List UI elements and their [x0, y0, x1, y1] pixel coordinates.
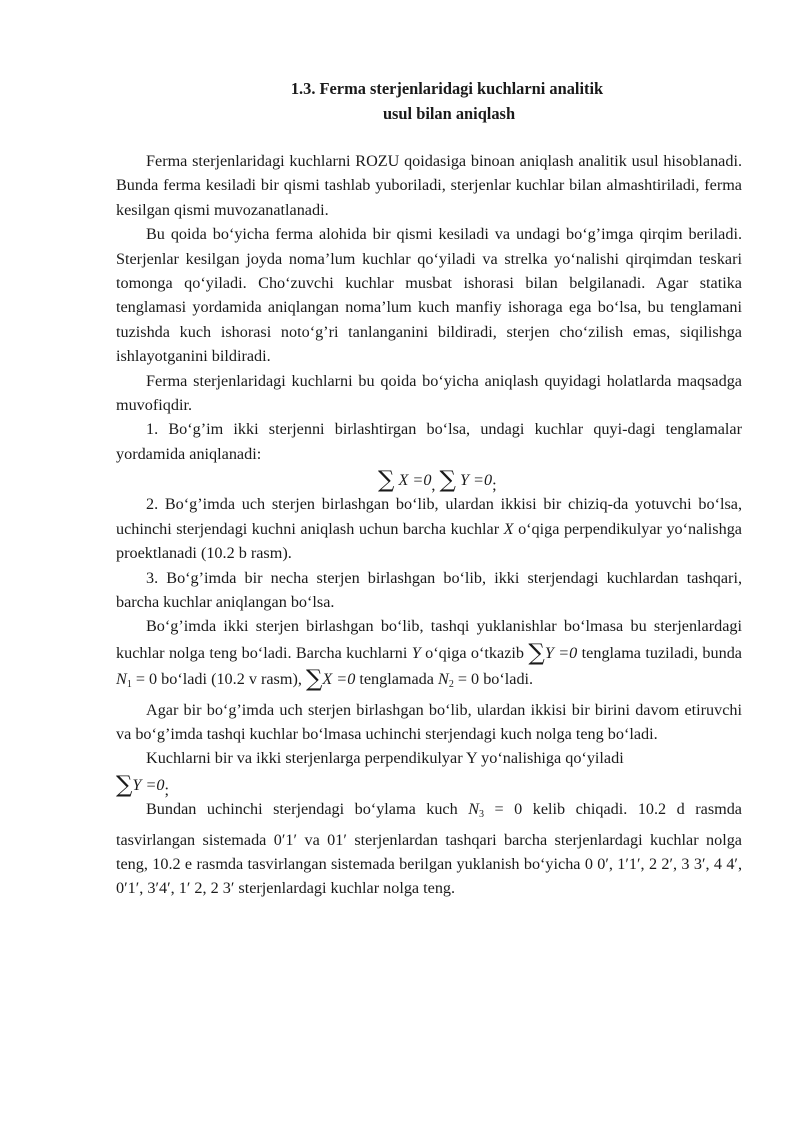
section-title [116, 76, 742, 126]
sum-y-equation: Y =0 [459, 471, 493, 490]
n3-symbol: N [468, 800, 480, 819]
sum-y-equation: Y =0 [544, 643, 578, 662]
paragraph-10-text-end: = 0 kelib chiqadi. 10.2 d rasmda tasvirlangan sistemada 0′1′ va 01′ sterjenlardan tashqari barcha sterjenlardagi kuchlar nolga teng, 10.2 e rasmda tasvirlangan sistemada berilgan yuklanish bo‘yicha 0 0′, 1′1′, 2 2′, 3 3′, 4 4′, 0′1′, 3′4′, 1′ 2, 2 3′ sterjenlardagi kuchlar nolga teng. [116, 800, 742, 898]
n2-symbol: N [438, 670, 449, 689]
sum-y-equation: Y =0 [132, 775, 165, 794]
n3-subscript: 3 [479, 809, 485, 821]
equilibrium-formula [116, 466, 742, 495]
n1-subscript: 1 [126, 679, 132, 691]
y-axis-symbol: Y [411, 643, 421, 662]
paragraph-9: Kuchlarni bir va ikki sterjenlarga perpendikulyar Y yo‘nalishiga qo‘yiladi [146, 749, 624, 768]
section-title-line-2: usul bilan aniqlash [382, 104, 516, 123]
paragraph-6: 3. Bo‘g’imda bir necha sterjen birlashgan bo‘lib, ikki sterjendagi kuchlardan tashqari, barcha kuchlar aniqlangan bo‘lsa. [116, 568, 742, 611]
paragraph-3: Ferma sterjenlaridagi kuchlarni bu qoida bo‘yicha aniqlash quyidagi holatlarda maqsadga muvofiqdir. [116, 371, 742, 415]
paragraph-5 [116, 492, 742, 565]
paragraph-7-text-4: = 0 bo‘ladi (10.2 v rasm), [131, 670, 306, 689]
paragraph-7-text-5: tenglamada [355, 670, 439, 689]
sum-x-equation: X =0 [398, 471, 432, 490]
paragraph-7 [116, 614, 742, 697]
paragraph-7-text: Bo‘g’imda ikki sterjen birlashgan bo‘lib, tashqi yuklanishlar bo‘lmasa bu sterjenlardagi kuchlar nolga teng bo‘ladi. Barcha kuchlarni [116, 617, 742, 662]
section-title-line-1: 1.3. Ferma sterjenlaridagi kuchlarni analitik [290, 79, 604, 98]
x-axis-symbol: X [503, 519, 514, 538]
paragraph-8: Agar bir bo‘g’imda uch sterjen birlashgan bo‘lib, ulardan ikkisi bir birini davom etiruvchi va bo‘g’imda tashqi kuchlar bo‘lmasa uchinchi sterjendagi kuch nolga teng bo‘ladi. [116, 700, 742, 743]
paragraph-10-text: Bundan uchinchi sterjendagi bo‘ylama kuch [146, 800, 469, 819]
paragraph-9-formula [116, 771, 742, 797]
sum-symbol: ∑ [305, 666, 323, 693]
sum-symbol: ∑ [439, 467, 456, 494]
paragraph-5-text: 2. Bo‘g’imda uch sterjen birlashgan bo‘lib, ulardan ikkisi bir chiziq-da yotuvchi bo‘lsa, uchinchi sterjendagi kuchni aniqlash uchun barcha kuchlar [116, 495, 742, 538]
paragraph-7-text-2: o‘qiga o‘tkazib [420, 643, 529, 662]
n2-subscript: 2 [448, 679, 454, 691]
sum-symbol: ∑ [378, 467, 395, 494]
paragraph-7-text-6: = 0 bo‘ladi. [453, 670, 534, 689]
paragraph-4: 1. Bo‘g’im ikki sterjenni birlashtirgan bo‘lsa, undagi kuchlar quyi-dagi tenglamalar yordamida aniqlanadi: [116, 420, 742, 463]
paragraph-2: Bu qoida bo‘yicha ferma alohida bir qismi kesiladi va undagi bo‘g’imga qirqim beriladi. Sterjenlar kesilgan joyda noma’lum kuchlar qo‘yiladi va strelka yo‘nalishi qirqimdan teskari tomonga qo‘yiladi. Cho‘zuvchi kuchlar musbat ishorasi bilan belgilanadi. Agar statika tenglamasi yordamida aniqlangan noma’lum kuch manfiy ishoraga ega bo‘lsa, bu tenglamani tuzishda kuch ishorasi noto‘g’ri tanlanganini bildiradi, sterjen cho‘zilish emas, siqilishga ishlayotganini bildiradi. [116, 225, 742, 366]
document-body [116, 149, 742, 901]
sum-x-equation: X =0 [322, 670, 356, 689]
paragraph-1: Ferma sterjenlaridagi kuchlarni ROZU qoidasiga binoan aniqlash analitik usul hisoblanadi. Bunda ferma kesiladi bir qismi tashlab yuboriladi, sterjenlar kuchlar bilan almashtiriladi, ferma kesilgan qismi muvozanatlanadi. [116, 152, 742, 219]
paragraph-10 [116, 797, 742, 901]
formula-semicolon: ; [164, 780, 169, 799]
paragraph-5-text-end: o‘qiga perpendikulyar yo‘nalishga proektlanadi (10.2 b rasm). [116, 519, 742, 563]
n1-symbol: N [116, 670, 127, 689]
formula-comma: , [431, 476, 436, 495]
formula-semicolon: ; [492, 476, 497, 495]
sum-symbol: ∑ [116, 771, 133, 798]
sum-symbol: ∑ [528, 639, 545, 666]
paragraph-7-text-3: tenglama tuziladi, bunda [577, 643, 742, 662]
